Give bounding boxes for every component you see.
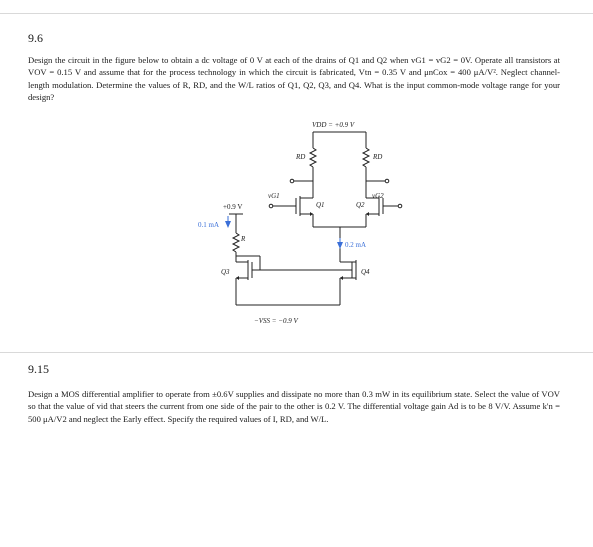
vg1-terminal — [269, 204, 273, 208]
rd-right-resistor — [363, 148, 369, 167]
tail-current-label: 0.2 mA — [345, 241, 366, 249]
right-output-terminal — [385, 179, 389, 183]
q1-label: Q1 — [316, 201, 325, 209]
problem-2-number: 9.15 — [28, 362, 49, 376]
problem-1-text: Design the circuit in the figure below to obtain a dc voltage of 0 V at each of the drains of Q1 and Q2 when vG1 = vG2 = 0V. Operate all transistors at VOV = 0.15 V and assume that for the process technology in which the circuit is fabricated, Vtn = 0.35 V and μnCox = 400 μA/V². Neglect channel-length modulation. Determine the values of R, RD, and the W/L ratios of Q1, Q2, Q3, and Q4. What is the input common-mode voltage range for your design? — [28, 55, 560, 103]
rd-left-resistor — [310, 148, 316, 167]
ref-current-arrow — [225, 221, 231, 228]
r-label: R — [241, 235, 246, 243]
vss-label: −VSS = −0.9 V — [254, 317, 298, 325]
section-divider — [0, 352, 593, 353]
rd-right-label: RD — [373, 153, 383, 161]
problem-2-text: Design a MOS differential amplifier to operate from ±0.6V supplies and dissipate no more than 0.3 mW in its equilibrium state. Select the value of VOV so that the value of vid that steers the current from one side of the pair to the other is 0.2 V. The differential voltage gain Ad is to be 8 V/V. Assume k'n = 500 μA/V2 and neglect the Early effect. Specify the required values of I, RD, and W/L. — [28, 389, 560, 424]
problem-1-number: 9.6 — [28, 31, 43, 45]
vg1-label: vG1 — [268, 192, 280, 200]
q4-label: Q4 — [361, 268, 370, 276]
ref-current-label: 0.1 mA — [198, 221, 219, 229]
rd-left-label: RD — [296, 153, 306, 161]
q2-label: Q2 — [356, 201, 365, 209]
supply-label: +0.9 V — [223, 203, 243, 211]
left-output-terminal — [290, 179, 294, 183]
vdd-label: VDD = +0.9 V — [312, 121, 355, 129]
tail-current-arrow — [337, 242, 343, 249]
vg2-label: vG2 — [372, 192, 384, 200]
vg2-terminal — [398, 204, 402, 208]
r-resistor — [233, 233, 239, 252]
q3-label: Q3 — [221, 268, 230, 276]
